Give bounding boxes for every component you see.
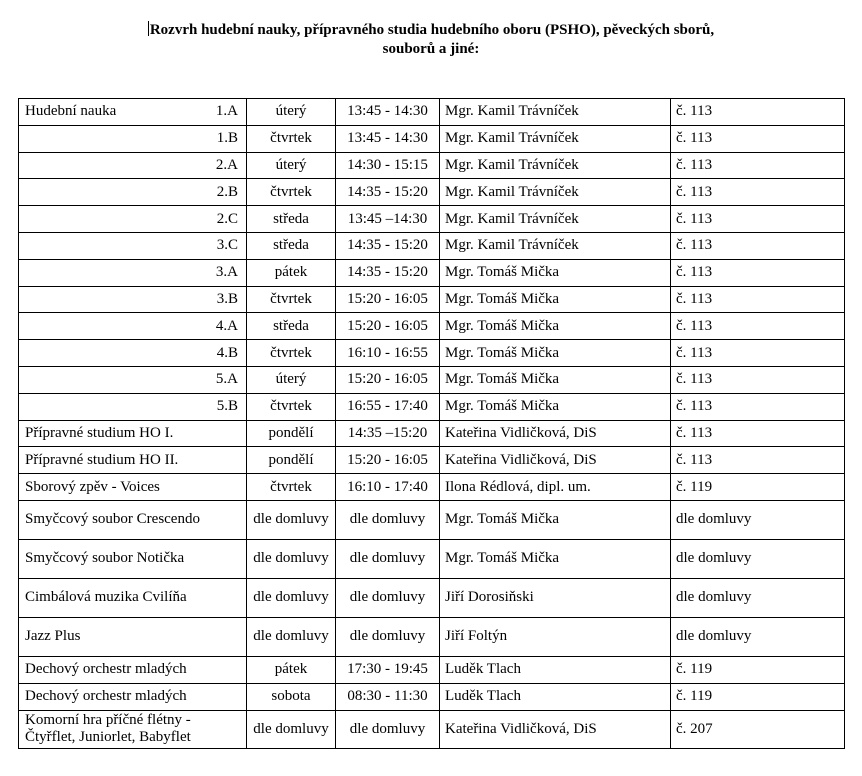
table-row	[19, 99, 845, 126]
class-label: 5.A	[215, 371, 238, 388]
room-cell: č. 119	[671, 656, 845, 683]
teacher-cell: Luděk Tlach	[440, 656, 671, 683]
table-row	[19, 366, 845, 393]
subject-cell: Cimbálová muzika Cvilíňa	[19, 578, 247, 617]
time-cell: dle domluvy	[336, 617, 440, 656]
teacher-cell: Kateřina Vidličková, DiS	[440, 420, 671, 447]
day-cell: dle domluvy	[247, 710, 336, 748]
room-cell: č. 113	[671, 393, 845, 420]
time-cell: 14:35 - 15:20	[336, 179, 440, 206]
teacher-cell: Mgr. Tomáš Mička	[440, 313, 671, 340]
time-cell: 17:30 - 19:45	[336, 656, 440, 683]
subject-class-group	[19, 371, 241, 388]
table-row	[19, 393, 845, 420]
subject-class-group	[19, 130, 241, 147]
teacher-cell: Mgr. Tomáš Mička	[440, 500, 671, 539]
room-cell: č. 113	[671, 152, 845, 179]
subject-class-group	[19, 398, 241, 415]
subject-class-group	[19, 184, 241, 201]
schedule-table	[18, 98, 845, 749]
subject-cell	[19, 313, 247, 340]
class-label: 2.B	[216, 183, 238, 200]
subject-cell: Jazz Plus	[19, 617, 247, 656]
time-cell: 14:35 –15:20	[336, 420, 440, 447]
teacher-cell: Mgr. Kamil Trávníček	[440, 99, 671, 126]
room-cell: č. 113	[671, 340, 845, 367]
teacher-cell: Mgr. Kamil Trávníček	[440, 152, 671, 179]
teacher-cell: Kateřina Vidličková, DiS	[440, 447, 671, 474]
room-cell: č. 113	[671, 206, 845, 233]
day-cell: čtvrtek	[247, 393, 336, 420]
table-row	[19, 286, 845, 313]
subject-class-group	[19, 211, 241, 228]
time-cell: 14:30 - 15:15	[336, 152, 440, 179]
table-row	[19, 420, 845, 447]
class-label: 2.C	[216, 210, 238, 227]
class-label: 1.B	[216, 130, 238, 147]
table-row	[19, 313, 845, 340]
table-row	[19, 206, 845, 233]
subject-cell: Dechový orchestr mladých	[19, 683, 247, 710]
room-cell: č. 113	[671, 232, 845, 259]
subject-class-group	[19, 103, 241, 120]
subject-cell: Smyčcový soubor Notička	[19, 539, 247, 578]
title-line-1	[0, 21, 862, 40]
title-line-2: souborů a jiné:	[382, 41, 480, 57]
day-cell: dle domluvy	[247, 539, 336, 578]
subject-label	[19, 318, 25, 335]
time-cell: 14:35 - 15:20	[336, 232, 440, 259]
time-cell: 15:20 - 16:05	[336, 447, 440, 474]
class-label: 3.A	[215, 264, 238, 281]
teacher-cell: Mgr. Tomáš Mička	[440, 393, 671, 420]
table-row	[19, 125, 845, 152]
table-row	[19, 710, 845, 748]
day-cell: dle domluvy	[247, 578, 336, 617]
time-cell: 13:45 - 14:30	[336, 99, 440, 126]
table-row	[19, 578, 845, 617]
subject-cell	[19, 99, 247, 126]
subject-label: Hudební nauka	[25, 103, 117, 120]
room-cell: č. 119	[671, 683, 845, 710]
class-label: 3.B	[216, 290, 238, 307]
room-cell: dle domluvy	[671, 500, 845, 539]
time-cell: 13:45 –14:30	[336, 206, 440, 233]
day-cell: pátek	[247, 656, 336, 683]
teacher-cell: Mgr. Tomáš Mička	[440, 340, 671, 367]
day-cell: dle domluvy	[247, 617, 336, 656]
time-cell: dle domluvy	[336, 539, 440, 578]
teacher-cell: Mgr. Tomáš Mička	[440, 366, 671, 393]
teacher-cell: Mgr. Tomáš Mička	[440, 539, 671, 578]
subject-label	[19, 398, 25, 415]
subject-class-group	[19, 237, 241, 254]
subject-class-group	[19, 264, 241, 281]
table-row	[19, 683, 845, 710]
subject-label	[19, 264, 25, 281]
subject-label	[19, 211, 25, 228]
room-cell: č. 113	[671, 286, 845, 313]
day-cell: úterý	[247, 99, 336, 126]
teacher-cell: Kateřina Vidličková, DiS	[440, 710, 671, 748]
teacher-cell: Luděk Tlach	[440, 683, 671, 710]
subject-label	[19, 130, 25, 147]
day-cell: úterý	[247, 152, 336, 179]
room-cell: č. 113	[671, 125, 845, 152]
room-cell: č. 113	[671, 313, 845, 340]
subject-label	[19, 184, 25, 201]
table-row	[19, 179, 845, 206]
subject-label	[19, 157, 25, 174]
room-cell: dle domluvy	[671, 617, 845, 656]
subject-cell: Komorní hra příčné flétny - Čtyřflet, Juniorlet, Babyflet	[19, 710, 247, 748]
room-cell: č. 113	[671, 447, 845, 474]
teacher-cell: Mgr. Tomáš Mička	[440, 286, 671, 313]
subject-cell	[19, 152, 247, 179]
time-cell: 13:45 - 14:30	[336, 125, 440, 152]
day-cell: středa	[247, 232, 336, 259]
time-cell: 15:20 - 16:05	[336, 313, 440, 340]
time-cell: dle domluvy	[336, 710, 440, 748]
day-cell: pondělí	[247, 447, 336, 474]
subject-cell	[19, 393, 247, 420]
subject-class-group	[19, 345, 241, 362]
subject-cell	[19, 286, 247, 313]
table-row	[19, 232, 845, 259]
room-cell: č. 113	[671, 420, 845, 447]
day-cell: středa	[247, 206, 336, 233]
table-row	[19, 340, 845, 367]
day-cell: úterý	[247, 366, 336, 393]
table-row	[19, 500, 845, 539]
table-row	[19, 474, 845, 501]
room-cell: č. 113	[671, 366, 845, 393]
subject-label	[19, 237, 25, 254]
subject-label	[19, 345, 25, 362]
time-cell: 08:30 - 11:30	[336, 683, 440, 710]
time-cell: 16:10 - 17:40	[336, 474, 440, 501]
subject-cell	[19, 340, 247, 367]
time-cell: dle domluvy	[336, 500, 440, 539]
class-label: 2.A	[215, 156, 238, 173]
time-cell: 16:10 - 16:55	[336, 340, 440, 367]
subject-class-group	[19, 157, 241, 174]
subject-cell	[19, 206, 247, 233]
subject-cell: Smyčcový soubor Crescendo	[19, 500, 247, 539]
class-label: 1.A	[215, 103, 238, 120]
teacher-cell: Mgr. Kamil Trávníček	[440, 179, 671, 206]
time-cell: dle domluvy	[336, 578, 440, 617]
room-cell: č. 113	[671, 99, 845, 126]
teacher-cell: Mgr. Kamil Trávníček	[440, 232, 671, 259]
table-row	[19, 152, 845, 179]
subject-cell	[19, 232, 247, 259]
room-cell: č. 113	[671, 179, 845, 206]
subject-cell	[19, 366, 247, 393]
class-label: 4.A	[215, 317, 238, 334]
day-cell: čtvrtek	[247, 474, 336, 501]
table-row	[19, 259, 845, 286]
class-label: 5.B	[216, 398, 238, 415]
page-title	[0, 21, 862, 59]
time-cell: 14:35 - 15:20	[336, 259, 440, 286]
subject-cell: Dechový orchestr mladých	[19, 656, 247, 683]
class-label: 4.B	[216, 344, 238, 361]
subject-label	[19, 291, 25, 308]
room-cell: č. 113	[671, 259, 845, 286]
schedule-body	[19, 99, 845, 749]
table-row	[19, 656, 845, 683]
table-row	[19, 539, 845, 578]
subject-label	[19, 371, 25, 388]
table-row	[19, 447, 845, 474]
room-cell: č. 119	[671, 474, 845, 501]
subject-class-group	[19, 318, 241, 335]
time-cell: 15:20 - 16:05	[336, 286, 440, 313]
time-cell: 16:55 - 17:40	[336, 393, 440, 420]
day-cell: čtvrtek	[247, 179, 336, 206]
room-cell: dle domluvy	[671, 578, 845, 617]
subject-cell	[19, 259, 247, 286]
day-cell: čtvrtek	[247, 286, 336, 313]
day-cell: dle domluvy	[247, 500, 336, 539]
day-cell: sobota	[247, 683, 336, 710]
day-cell: čtvrtek	[247, 340, 336, 367]
time-cell: 15:20 - 16:05	[336, 366, 440, 393]
teacher-cell: Ilona Rédlová, dipl. um.	[440, 474, 671, 501]
subject-cell: Sborový zpěv - Voices	[19, 474, 247, 501]
class-label: 3.C	[216, 237, 238, 254]
subject-cell	[19, 125, 247, 152]
table-row	[19, 617, 845, 656]
subject-cell	[19, 179, 247, 206]
teacher-cell: Jiří Dorosiňski	[440, 578, 671, 617]
subject-class-group	[19, 291, 241, 308]
room-cell: č. 207	[671, 710, 845, 748]
teacher-cell: Jiří Foltýn	[440, 617, 671, 656]
teacher-cell: Mgr. Kamil Trávníček	[440, 125, 671, 152]
day-cell: čtvrtek	[247, 125, 336, 152]
title-line-1-text: Rozvrh hudební nauky, přípravného studia hudebního oboru (PSHO), pěveckých sborů,	[149, 22, 715, 38]
subject-cell: Přípravné studium HO I.	[19, 420, 247, 447]
teacher-cell: Mgr. Tomáš Mička	[440, 259, 671, 286]
day-cell: pátek	[247, 259, 336, 286]
room-cell: dle domluvy	[671, 539, 845, 578]
text-cursor	[148, 21, 149, 36]
teacher-cell: Mgr. Kamil Trávníček	[440, 206, 671, 233]
day-cell: středa	[247, 313, 336, 340]
subject-cell: Přípravné studium HO II.	[19, 447, 247, 474]
day-cell: pondělí	[247, 420, 336, 447]
